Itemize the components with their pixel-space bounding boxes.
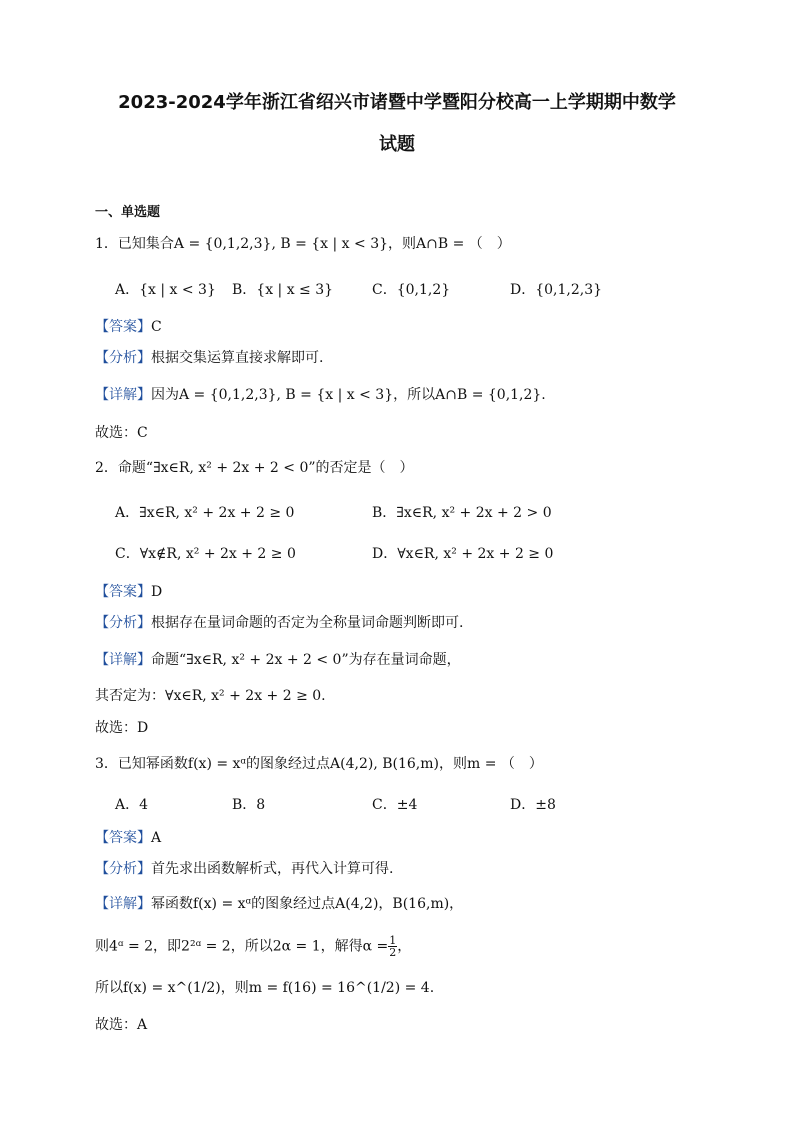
q2-option-d: D．∀x∈R, x² + 2x + 2 ≥ 0 (372, 546, 554, 562)
analysis-tag: 【分析】 (95, 350, 151, 366)
q2-analysis (95, 613, 463, 633)
detail-tag: 【详解】 (95, 896, 151, 912)
q3-answer (95, 828, 161, 848)
q1-analysis-text: 根据交集运算直接求解即可. (151, 350, 324, 366)
q2-answer (95, 582, 162, 602)
q1-option-b: B．{x | x ≤ 3} (232, 282, 334, 298)
q3-option-c: C．±4 (372, 797, 418, 813)
q3-option-b: B．8 (232, 797, 266, 813)
q1-answer (95, 317, 162, 337)
section-heading: 一、单选题 (95, 205, 161, 220)
detail-tag: 【详解】 (95, 387, 151, 403)
q3-detail-text: 幂函数f(x) = xᵅ的图象经过点A(4,2)，B(16,m)， (151, 896, 464, 912)
paper-title-line1: 2023-2024学年浙江省绍兴市诸暨中学暨阳分校高一上学期期中数学 (118, 92, 676, 113)
q3-stem: 3．已知幂函数f(x) = xᵅ的图象经过点A(4,2), B(16,m)，则m = （ ） (95, 756, 543, 772)
analysis-tag: 【分析】 (95, 861, 151, 877)
q2-answer-value: D (151, 584, 163, 600)
paper-title-line2: 试题 (379, 134, 415, 155)
q2-choose: 故选：D (95, 720, 149, 736)
q1-analysis (95, 348, 323, 368)
fraction-numerator: 1 (389, 934, 397, 947)
q2-option-b: B．∃x∈R, x² + 2x + 2 > 0 (372, 505, 552, 521)
q1-answer-value: C (151, 319, 162, 335)
q3-analysis (95, 859, 393, 879)
fraction-one-half (388, 935, 397, 958)
q1-stem: 1．已知集合A = {0,1,2,3}, B = {x | x < 3}，则A∩B = （ ） (95, 236, 511, 252)
detail-tag: 【详解】 (95, 652, 151, 668)
q1-detail (95, 385, 546, 405)
answer-tag: 【答案】 (95, 584, 151, 600)
q3-option-a: A．4 (115, 797, 149, 813)
q1-option-c: C．{0,1,2} (372, 282, 451, 298)
q2-stem: 2．命题“∃x∈R, x² + 2x + 2 < 0”的否定是（ ） (95, 460, 414, 476)
q1-option-d: D．{0,1,2,3} (510, 282, 603, 298)
answer-tag: 【答案】 (95, 319, 151, 335)
q2-option-a: A．∃x∈R, x² + 2x + 2 ≥ 0 (115, 505, 295, 521)
q3-detail-line3: 所以f(x) = x^(1/2)，则m = f(16) = 16^(1/2) = 4. (95, 980, 435, 996)
fraction-denominator: 2 (389, 946, 397, 959)
q3-detail-line2 (95, 935, 411, 958)
q3-detail2-pre: 则4ᵅ = 2，即2²ᵅ = 2，所以2α = 1，解得α = (95, 938, 389, 955)
q3-analysis-text: 首先求出函数解析式，再代入计算可得. (151, 861, 394, 877)
q2-detail (95, 650, 461, 670)
q3-detail2-post: ， (397, 938, 412, 955)
q3-detail (95, 894, 463, 914)
q3-answer-value: A (151, 830, 162, 846)
answer-tag: 【答案】 (95, 830, 151, 846)
q2-detail-text: 命题“∃x∈R, x² + 2x + 2 < 0”为存在量词命题， (151, 652, 461, 668)
q1-option-a: A．{x | x < 3} (115, 282, 216, 298)
q2-option-c: C．∀x∉R, x² + 2x + 2 ≥ 0 (115, 546, 296, 562)
q3-option-d: D．±8 (510, 797, 556, 813)
q1-choose: 故选：C (95, 425, 148, 441)
q1-detail-text: 因为A = {0,1,2,3}, B = {x | x < 3}，所以A∩B = {0,1,2}. (151, 387, 546, 403)
q2-analysis-text: 根据存在量词命题的否定为全称量词命题判断即可. (151, 615, 464, 631)
analysis-tag: 【分析】 (95, 615, 151, 631)
q2-detail-line2: 其否定为：∀x∈R, x² + 2x + 2 ≥ 0. (95, 688, 326, 704)
q3-choose: 故选：A (95, 1017, 148, 1033)
